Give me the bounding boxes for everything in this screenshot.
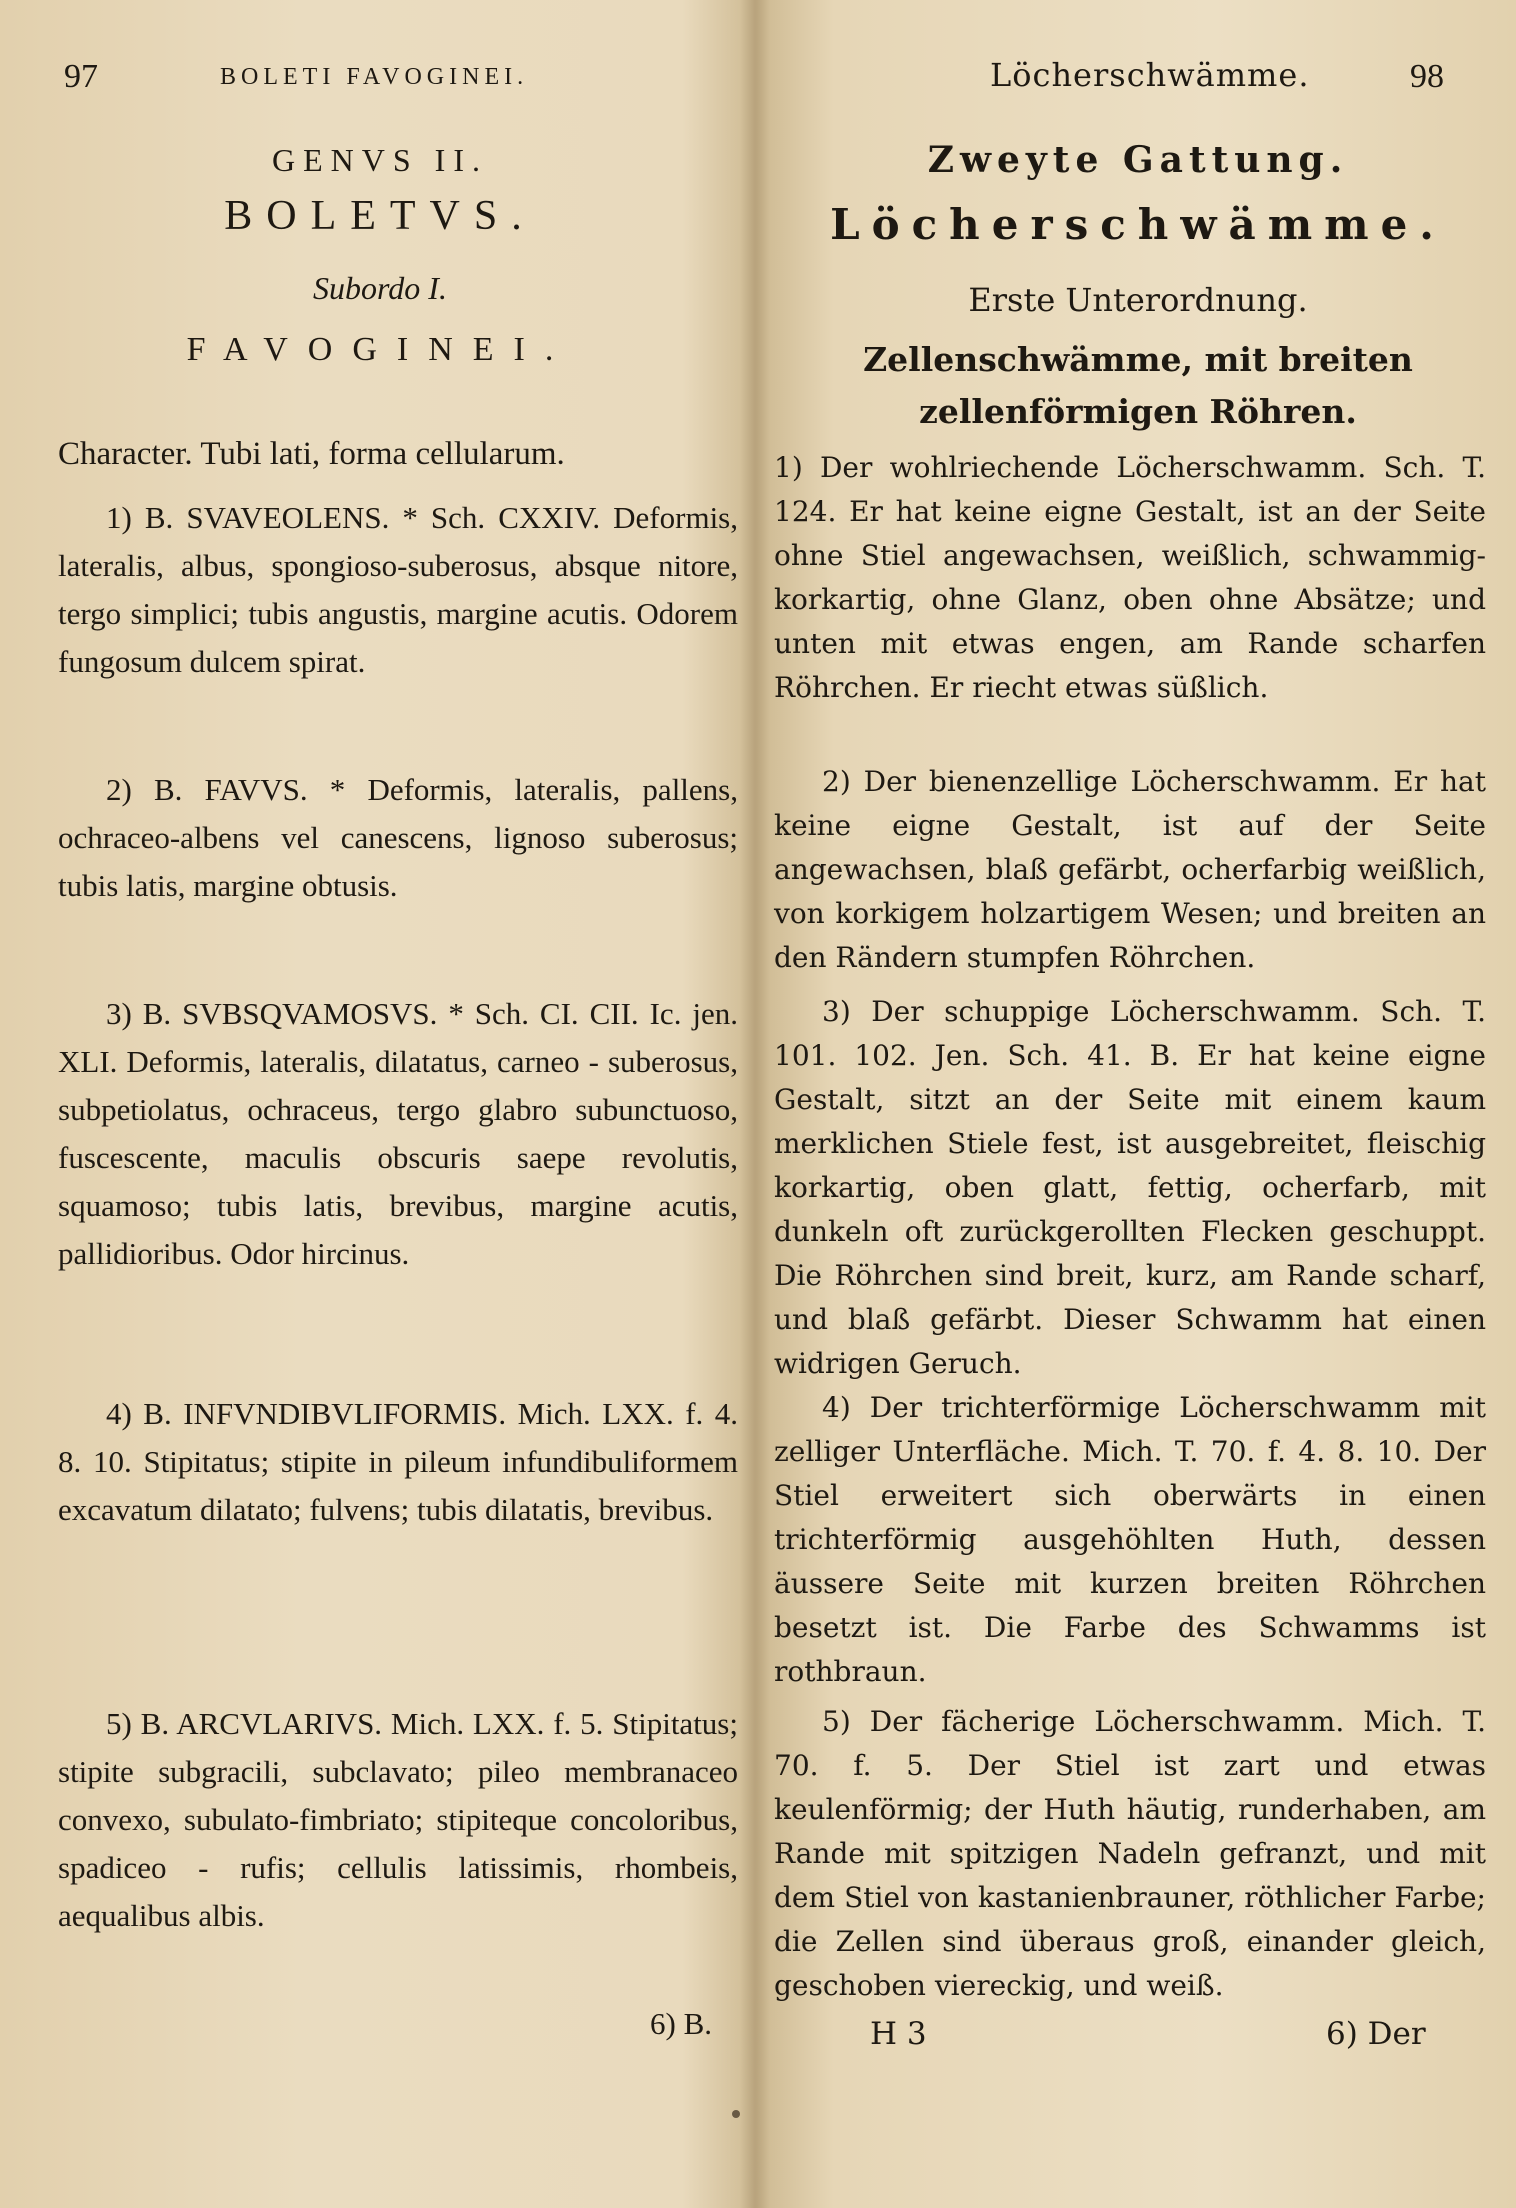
entry-left-3: 3) B. SVBSQVAMOSVS. * Sch. CI. CII. Ic. jen. XLI. Deformis, lateralis, dilatatus, carneo - suberosus, subpetiolatus, ochraceus, tergo glabro subunctuoso, fuscescente, maculis obscuris saepe revolutis, squamoso; tubis latis, brevibus, margine acutis, pallidioribus. Odor hircinus.	[58, 996, 738, 1271]
right-page	[760, 0, 1516, 2208]
running-head-left: BOLETI FAVOGINEI.	[220, 64, 529, 90]
heading-unterordnung: Erste Unterordnung.	[968, 281, 1308, 319]
genus-title: BOLETVS.	[224, 193, 536, 239]
entry-left-5: 5) B. ARCVLARIVS. Mich. LXX. f. 5. Stipitatus; stipite subgracili, subclavato; pileo membranaceo convexo, subulato-fimbriato; stipiteque concoloribus, spadiceo - rufis; cellulis latissimis, rhombeis, aequalibus albis.	[58, 1706, 738, 1933]
heading-loecherschwaemme: Löcherschwämme.	[830, 200, 1446, 249]
page-number-left: 97	[64, 58, 98, 95]
page-number-right: 98	[1410, 58, 1444, 95]
group-heading: FAVOGINEI.	[186, 331, 574, 368]
ink-speck	[732, 2110, 740, 2118]
subordo-heading: Subordo I.	[313, 270, 447, 306]
entry-left-2: 2) B. FAVVS. * Deformis, lateralis, pallens, ochraceo-albens vel canescens, lignoso suberosus; tubis latis, margine obtusis.	[58, 772, 738, 903]
heading-gattung: Zweyte Gattung.	[927, 139, 1349, 181]
catchword-right: 6) Der	[1326, 2016, 1426, 2052]
character-line: Character. Tubi lati, forma cellularum.	[58, 436, 565, 472]
signature-mark: H 3	[870, 2016, 927, 2052]
entry-left-1: 1) B. SVAVEOLENS. * Sch. CXXIV. Deformis, lateralis, albus, spongioso-suberosus, absque nitore, tergo simplici; tubis angustis, margine acutis. Odorem fungosum dulcem spirat.	[58, 500, 738, 679]
entry-right-2: 2) Der bienenzellige Löcherschwamm. Er hat keine eigne Gestalt, ist auf der Seite angewachsen, blaß gefärbt, ocherfarbig weißlich, von korkigem holzartigem Wesen; und breiten an den Rändern stumpfen Röhrchen.	[774, 765, 1486, 974]
heading-zellenschwaemme: Zellenschwämme, mit breiten zellenförmigen Röhren.	[863, 340, 1413, 431]
genus-heading: GENVS II.	[272, 142, 488, 178]
entry-right-3: 3) Der schuppige Löcherschwamm. Sch. T. 101. 102. Jen. Sch. 41. B. Er hat keine eigne Gestalt, sitzt an der Seite mit einem kaum merklichen Stiele fest, ist ausgebreitet, fleischig korkartig, oben glatt, fettig, ocherfarb, mit dunkeln oft zurückgerollten Flecken geschuppt. Die Röhrchen sind breit, kurz, am Rande scharf, und blaß gefärbt. Dieser Schwamm hat einen widrigen Geruch.	[774, 995, 1486, 1380]
running-head-right: Löcherschwämme.	[990, 56, 1310, 94]
entry-left-4: 4) B. INFVNDIBVLIFORMIS. Mich. LXX. f. 4. 8. 10. Stipitatus; stipite in pileum infundibuliformem excavatum dilatato; fulvens; tubis dilatatis, brevibus.	[58, 1396, 738, 1527]
entry-right-5: 5) Der fächerige Löcherschwamm. Mich. T. 70. f. 5. Der Stiel ist zart und etwas keulenförmig; der Huth häutig, runderhaben, am Rande mit spitzigen Nadeln gefranzt, und mit dem Stiel von kastanienbrauner, röthlicher Farbe; die Zellen sind überaus groß, einander gleich, geschoben viereckig, und weiß.	[774, 1705, 1486, 2002]
entry-right-4: 4) Der trichterförmige Löcherschwamm mit zelliger Unterfläche. Mich. T. 70. f. 4. 8. 10. Der Stiel erweitert sich oberwärts in einen trichterförmig ausgehöhlten Huth, dessen äussere Seite mit kurzen breiten Röhrchen besetzt ist. Die Farbe des Schwamms ist rothbraun.	[774, 1391, 1486, 1688]
entry-right-1: 1) Der wohlriechende Löcherschwamm. Sch. T. 124. Er hat keine eigne Gestalt, ist an der Seite ohne Stiel angewachsen, weißlich, schwammig-korkartig, ohne Glanz, oben ohne Absätze; und unten mit etwas engen, am Rande scharfen Röhrchen. Er riecht etwas süßlich.	[774, 451, 1486, 704]
catchword-left: 6) B.	[650, 2006, 712, 2041]
